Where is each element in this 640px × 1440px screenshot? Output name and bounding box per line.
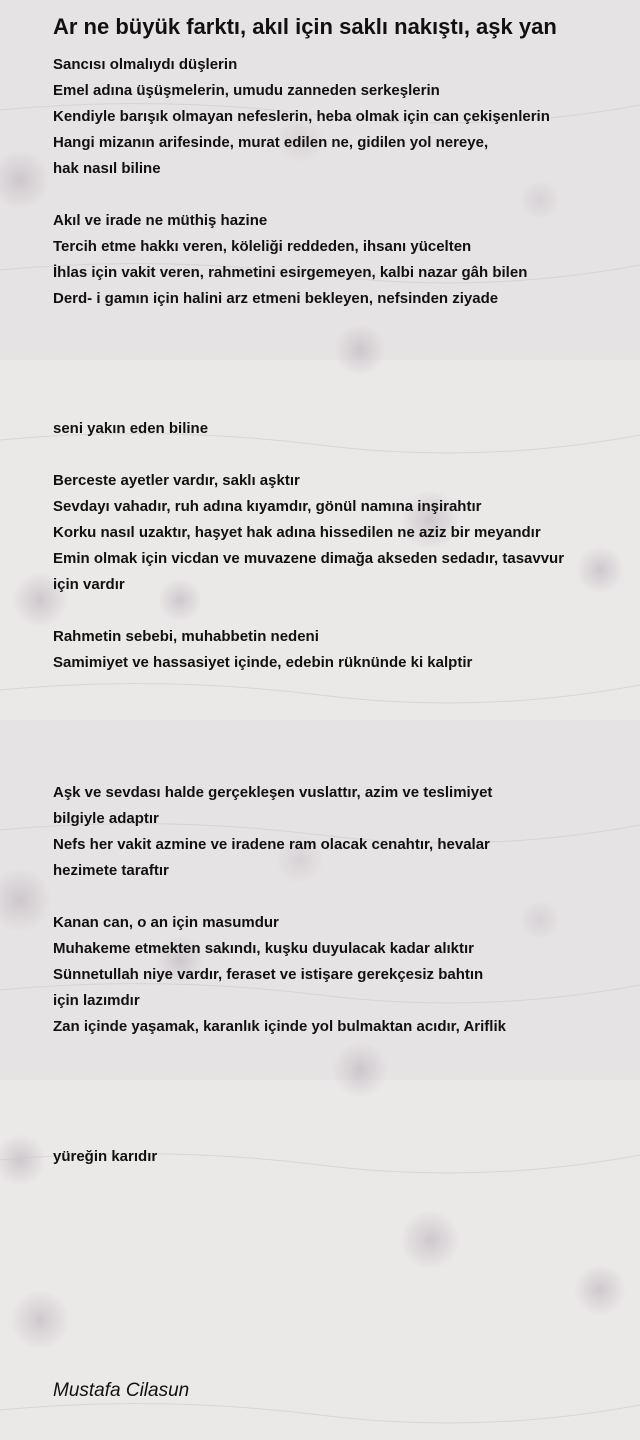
- poem-line: için vardır: [53, 576, 125, 593]
- poem-line: Akıl ve irade ne müthiş hazine: [53, 212, 268, 229]
- stanza-gap: [53, 728, 623, 754]
- stanza-gap: [53, 676, 623, 702]
- poem-line: için lazımdır: [53, 992, 140, 1009]
- poem-line: Sevdayı vahadır, ruh adına kıyamdır, gönül namına inşirahtır: [53, 498, 482, 515]
- poem-line: Kanan can, o an için masumdur: [53, 914, 279, 931]
- poem-line: hezimete taraftır: [53, 862, 169, 879]
- stanza-gap: [53, 182, 623, 208]
- poem-line: Sünnetullah niye vardır, feraset ve istişare gerekçesiz bahtın: [53, 966, 484, 983]
- stanza-gap: [53, 754, 623, 780]
- poem-title: Ar ne büyük farktı, akıl için saklı nakıştı, aşk yan: [53, 14, 557, 39]
- poem-line: yüreğin karıdır: [53, 1148, 158, 1165]
- stanza-gap: [53, 312, 623, 338]
- poem-line: Derd- i gamın için halini arz etmeni bekleyen, nefsinden ziyade: [53, 290, 499, 307]
- poem-line: Samimiyet ve hassasiyet içinde, edebin rüknünde ki kalptir: [53, 654, 473, 671]
- poem-line: hak nasıl biline: [53, 160, 161, 177]
- poem-line: Rahmetin sebebi, muhabbetin nedeni: [53, 628, 319, 645]
- stanza-gap: [53, 1118, 623, 1144]
- poem-line: Kendiyle barışık olmayan nefeslerin, heba olmak için can çekişenlerin: [53, 108, 550, 125]
- stanza-gap: [53, 1066, 623, 1092]
- poem-line: Emin olmak için vicdan ve muvazene dimağa akseden sedadır, tasavvur: [53, 550, 565, 567]
- stanza-gap: [53, 702, 623, 728]
- stanza-gap: [53, 1092, 623, 1118]
- stanza-gap: [53, 884, 623, 910]
- poem-line: Korku nasıl uzaktır, haşyet hak adına hissedilen ne aziz bir meyandır: [53, 524, 541, 541]
- poem-line: Nefs her vakit azmine ve iradene ram olacak cenahtır, hevalar: [53, 836, 490, 853]
- stanza-gap: [53, 338, 623, 364]
- poem-line: seni yakın eden biline: [53, 420, 209, 437]
- poem-line: Aşk ve sevdası halde gerçekleşen vuslattır, azim ve teslimiyet: [53, 784, 493, 801]
- stanza-gap: [53, 598, 623, 624]
- poem-line: Hangi mizanın arifesinde, murat edilen ne, gidilen yol nereye,: [53, 134, 489, 151]
- poem-body: [53, 52, 623, 1170]
- stanza-gap: [53, 364, 623, 390]
- poem-line: İhlas için vakit veren, rahmetini esirgemeyen, kalbi nazar gâh bilen: [53, 264, 528, 281]
- stanza-gap: [53, 390, 623, 416]
- poem-line: Muhakeme etmekten sakındı, kuşku duyulacak kadar alıktır: [53, 940, 475, 957]
- poem-line: Tercih etme hakkı veren, köleliği reddeden, ihsanı yücelten: [53, 238, 472, 255]
- poem-line: Emel adına üşüşmelerin, umudu zanneden serkeşlerin: [53, 82, 440, 99]
- poem-line: bilgiyle adaptır: [53, 810, 159, 827]
- stanza-gap: [53, 442, 623, 468]
- poem-line: Zan içinde yaşamak, karanlık içinde yol bulmaktan acıdır, Ariflik: [53, 1018, 506, 1035]
- poem-line: Berceste ayetler vardır, saklı aşktır: [53, 472, 300, 489]
- stanza-gap: [53, 1040, 623, 1066]
- poem-author: Mustafa Cilasun: [53, 1380, 190, 1401]
- poem-line: Sancısı olmalıydı düşlerin: [53, 56, 238, 73]
